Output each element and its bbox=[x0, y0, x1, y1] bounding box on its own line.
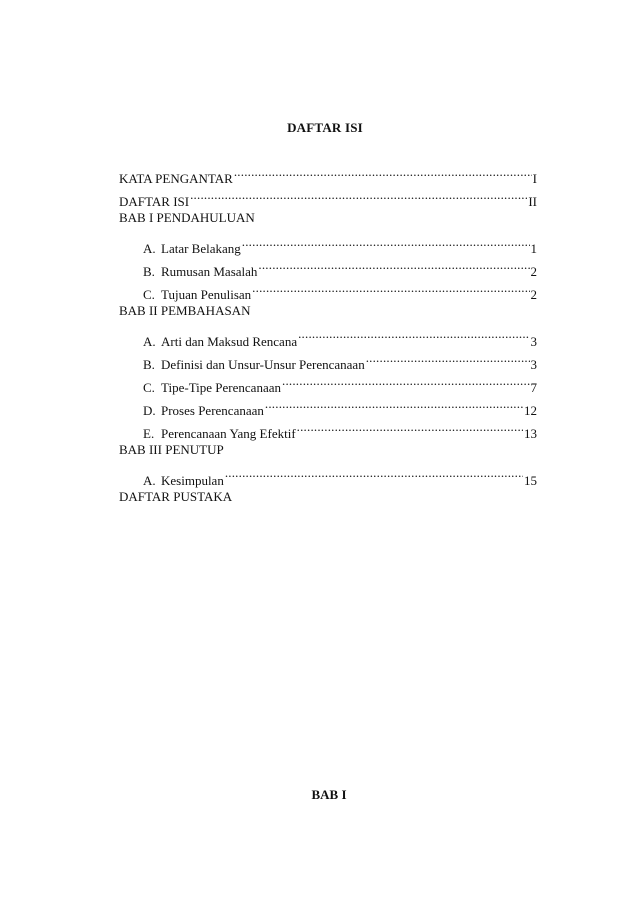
table-of-contents bbox=[119, 160, 537, 508]
toc-entry-marker: A. bbox=[143, 472, 156, 488]
toc-entry-label: Latar Belakang bbox=[161, 240, 241, 256]
toc-page-number: 2 bbox=[530, 263, 537, 279]
toc-entry-marker: A. bbox=[143, 240, 156, 256]
toc-entry-label: DAFTAR ISI bbox=[119, 194, 190, 210]
toc-page-number: 2 bbox=[530, 287, 537, 303]
toc-section-heading bbox=[119, 438, 537, 461]
toc-section-heading bbox=[119, 206, 537, 229]
page-title: DAFTAR ISI bbox=[287, 120, 363, 135]
chapter-heading: BAB I bbox=[311, 787, 347, 802]
toc-dot-leader bbox=[298, 322, 529, 345]
toc-entry-marker: C. bbox=[143, 379, 155, 395]
toc-entry-marker: E. bbox=[143, 426, 155, 442]
toc-entry-label: BAB I PENDAHULUAN bbox=[119, 210, 255, 226]
toc-entry-label: DAFTAR PUSTAKA bbox=[119, 488, 233, 504]
toc-entry-label: Tipe-Tipe Perencanaan bbox=[161, 379, 281, 395]
toc-entry-label: Perencanaan Yang Efektif bbox=[161, 426, 296, 442]
toc-page-number: 1 bbox=[530, 240, 537, 256]
toc-dot-leader bbox=[234, 160, 532, 183]
toc-entry-label: Arti dan Maksud Rencana bbox=[161, 333, 298, 349]
toc-section-heading bbox=[119, 485, 537, 508]
toc-dot-leader bbox=[242, 230, 530, 253]
toc-page-number: 3 bbox=[530, 333, 537, 349]
toc-entry-label: Proses Perencanaan bbox=[161, 403, 264, 419]
toc-page-number: 3 bbox=[530, 356, 537, 372]
toc-dot-leader bbox=[282, 369, 530, 392]
toc-entry-label: Definisi dan Unsur-Unsur Perencanaan bbox=[161, 356, 365, 372]
toc-entry bbox=[119, 322, 537, 349]
toc-entry-label: Kesimpulan bbox=[161, 472, 224, 488]
toc-entry-marker: D. bbox=[143, 403, 156, 419]
toc-entry-label: BAB II PEMBAHASAN bbox=[119, 303, 251, 319]
toc-entry-label: KATA PENGANTAR bbox=[119, 171, 233, 187]
toc-entry bbox=[119, 160, 537, 187]
toc-entry bbox=[119, 230, 537, 256]
toc-page-number: II bbox=[528, 194, 537, 210]
toc-entry-label: BAB III PENUTUP bbox=[119, 442, 224, 458]
toc-dot-leader bbox=[252, 276, 529, 299]
toc-entry-marker: B. bbox=[143, 263, 155, 279]
toc-dot-leader bbox=[265, 392, 523, 415]
toc-dot-leader bbox=[297, 415, 523, 438]
toc-page-number: 12 bbox=[524, 403, 537, 419]
toc-dot-leader bbox=[225, 461, 523, 484]
toc-entry bbox=[119, 461, 537, 488]
toc-dot-leader bbox=[366, 346, 530, 369]
toc-entry-marker: A. bbox=[143, 333, 156, 349]
toc-dot-leader bbox=[190, 183, 527, 206]
toc-entry-marker: B. bbox=[143, 356, 155, 372]
toc-entry-label: Rumusan Masalah bbox=[161, 263, 258, 279]
toc-page-number: 7 bbox=[530, 379, 537, 395]
toc-section-heading bbox=[119, 299, 537, 322]
toc-entry-label: Tujuan Penulisan bbox=[161, 287, 252, 303]
toc-page-number: 13 bbox=[524, 426, 537, 442]
toc-entry-marker: C. bbox=[143, 287, 155, 303]
toc-page-number: I bbox=[532, 171, 537, 187]
toc-dot-leader bbox=[258, 253, 529, 276]
toc-page-number: 15 bbox=[524, 472, 537, 488]
